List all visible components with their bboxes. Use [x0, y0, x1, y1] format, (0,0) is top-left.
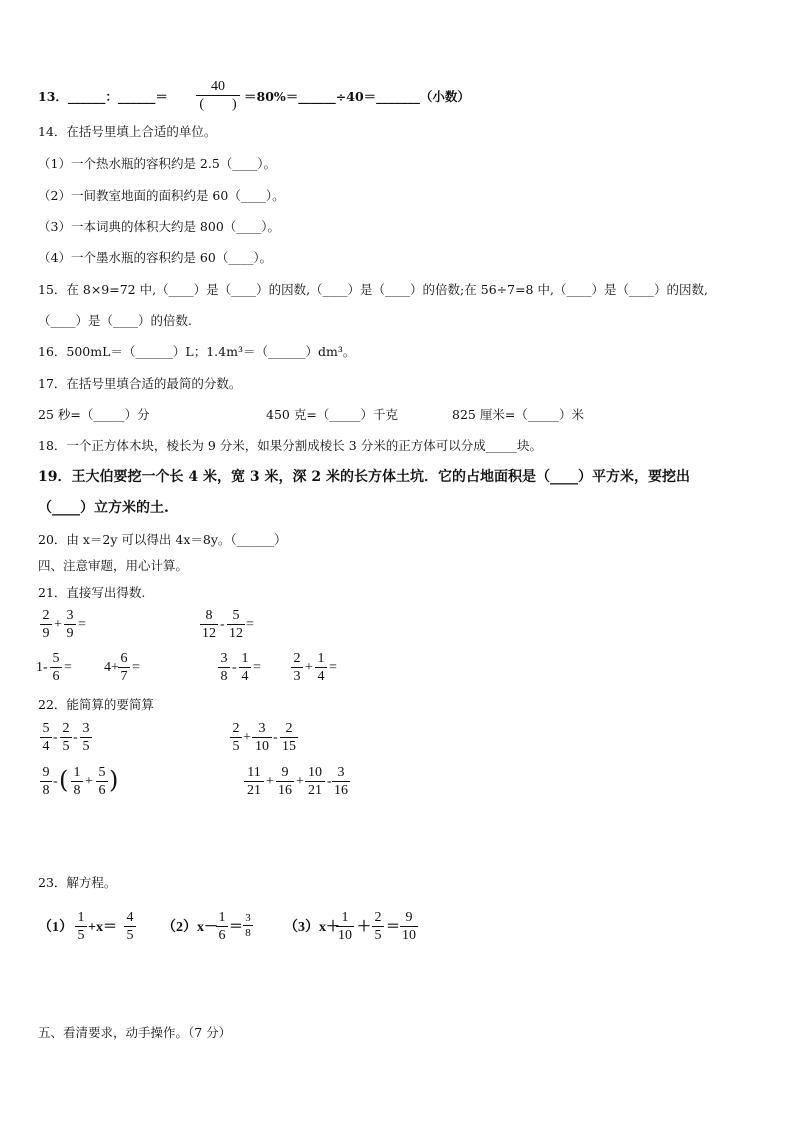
q17-item-3: 825 厘米=（_____）米 — [452, 407, 585, 422]
q17-title: 17．在括号里填合适的最简的分数。 — [38, 376, 242, 391]
lead-term: 1- — [36, 660, 48, 675]
numerator: 10 — [308, 765, 322, 780]
fraction — [230, 720, 242, 755]
numerator: 6 — [120, 651, 128, 666]
numerator: 2 — [232, 721, 240, 736]
fraction — [276, 764, 294, 799]
denominator: 5 — [62, 739, 70, 754]
denominator: 6 — [52, 669, 60, 684]
operator: - — [73, 730, 78, 745]
fraction — [372, 909, 384, 944]
denominator: 6 — [218, 928, 226, 943]
numerator: 1 — [317, 651, 325, 666]
equation-label: （1） — [38, 920, 73, 935]
denominator: 4 — [42, 739, 50, 754]
fraction — [315, 650, 327, 685]
denominator: 5 — [232, 739, 240, 754]
operator: - — [53, 774, 58, 789]
denominator: 6 — [98, 783, 106, 798]
denominator: 16 — [334, 783, 348, 798]
numerator: 1 — [77, 910, 85, 925]
numerator: 3 — [220, 651, 228, 666]
equals: = — [78, 617, 86, 632]
fraction — [60, 720, 72, 755]
operator: - — [232, 660, 237, 675]
numerator: 5 — [98, 765, 106, 780]
section-4-title: 四、注意审题，用心计算。 — [38, 558, 189, 573]
numerator: 5 — [52, 651, 60, 666]
operator: + — [85, 774, 93, 789]
denominator: 8 — [220, 669, 228, 684]
numerator: 5 — [42, 721, 50, 736]
q15-line-1: 15．在 8×9=72 中,（____）是（____）的因数,（____）是（____）的倍数;在 56÷7=8 中,（____）是（____）的因数, — [38, 282, 708, 297]
q17-item-2: 450 克=（_____）千克 — [266, 407, 399, 422]
numerator: 3 — [66, 608, 74, 623]
section-5-title: 五、看清要求，动手操作。（7 分） — [38, 1025, 232, 1040]
numerator: 2 — [62, 721, 70, 736]
fraction — [50, 650, 62, 685]
denominator: 8 — [42, 783, 50, 798]
q22-title: 22．能简算的要简算 — [38, 697, 154, 712]
denominator: 7 — [120, 669, 128, 684]
denominator: 15 — [282, 739, 296, 754]
denominator: 9 — [66, 626, 74, 641]
numerator: 2 — [285, 721, 293, 736]
numerator: 3 — [82, 721, 90, 736]
fraction — [40, 720, 52, 755]
operator: + — [266, 774, 274, 789]
denominator: 10 — [255, 739, 269, 754]
q21-title: 21．直接写出得数. — [38, 585, 146, 600]
fraction — [244, 764, 264, 799]
denominator: 12 — [229, 626, 243, 641]
fraction — [40, 764, 52, 799]
denominator: 10 — [402, 928, 416, 943]
equation-label: （3）x＋ — [284, 920, 340, 935]
fraction — [252, 720, 272, 755]
fraction — [332, 764, 350, 799]
fraction — [243, 911, 253, 940]
q13-numerator: 40 — [211, 79, 225, 94]
numerator: 2 — [293, 651, 301, 666]
numerator: 4 — [126, 910, 134, 925]
operator: + — [54, 617, 62, 632]
operator: - — [220, 617, 225, 632]
denominator: 3 — [293, 669, 301, 684]
q20-text: 20．由 x＝2y 可以得出 4x＝8y。（______） — [38, 532, 287, 547]
numerator: 9 — [42, 765, 50, 780]
numerator: 2 — [374, 910, 382, 925]
numerator: 11 — [247, 765, 261, 780]
equation-middle: ＝ — [229, 920, 243, 935]
numerator: 3 — [337, 765, 345, 780]
numerator: 1 — [241, 651, 249, 666]
denominator: 5 — [82, 739, 90, 754]
equation-middle: ＋ — [357, 920, 371, 935]
numerator: 9 — [281, 765, 289, 780]
denominator: 9 — [42, 626, 50, 641]
equals: = — [253, 660, 261, 675]
numerator: 3 — [245, 912, 251, 924]
q14-item-3: （3）一本词典的体积大约是 800（____）。 — [38, 219, 281, 234]
denominator: 10 — [338, 928, 352, 943]
fraction — [218, 650, 230, 685]
q14-item-1: （1）一个热水瓶的容积约是 2.5（____）。 — [38, 156, 277, 171]
numerator: 5 — [232, 608, 240, 623]
equals: = — [329, 660, 337, 675]
denominator: 8 — [245, 927, 251, 939]
q14-item-4: （4）一个墨水瓶的容积约是 60（____）。 — [38, 250, 273, 265]
equals: = — [246, 617, 254, 632]
denominator: 5 — [126, 928, 134, 943]
q14-title: 14．在括号里填上合适的单位。 — [38, 124, 217, 139]
fraction — [280, 720, 298, 755]
denominator: 5 — [77, 928, 85, 943]
q16-text: 16．500mL＝（______）L；1.4m³＝（______）dm³。 — [38, 344, 356, 359]
q18-text: 18．一个正方体木块，棱长为 9 分米，如果分割成棱长 3 分米的正方体可以分成_____块。 — [38, 438, 542, 453]
operator: - — [327, 774, 332, 789]
operator: + — [296, 774, 304, 789]
operator: + — [305, 660, 313, 675]
operator: - — [53, 730, 58, 745]
q13-prefix: 13．______：______＝ — [38, 89, 168, 104]
numerator: 1 — [341, 910, 349, 925]
equals: = — [132, 660, 140, 675]
fraction — [305, 764, 325, 799]
q19-line-2: （____）立方米的土. — [38, 500, 169, 516]
numerator: 9 — [405, 910, 413, 925]
numerator: 3 — [258, 721, 266, 736]
fraction — [96, 764, 108, 799]
q19-line-1: 19．王大伯要挖一个长 4 米，宽 3 米，深 2 米的长方体土坑．它的占地面积是（____）平方米，要挖出 — [38, 469, 690, 485]
left-paren: ( — [59, 766, 69, 794]
lead-term: 4+ — [104, 660, 119, 675]
denominator: 4 — [317, 669, 325, 684]
fraction — [200, 607, 218, 642]
denominator: 16 — [278, 783, 292, 798]
fraction — [80, 720, 92, 755]
fraction — [227, 607, 245, 642]
equals: = — [64, 660, 72, 675]
right-paren: ) — [109, 766, 119, 794]
numerator: 1 — [218, 910, 226, 925]
fraction — [400, 909, 418, 944]
q23-title: 23．解方程。 — [38, 875, 117, 890]
denominator: 21 — [247, 783, 261, 798]
q15-line-2: （____）是（____）的倍数. — [38, 313, 192, 328]
equation-label: （2）x－ — [162, 920, 218, 935]
numerator: 8 — [205, 608, 213, 623]
q14-item-2: （2）一间教室地面的面积约是 60（____）。 — [38, 188, 285, 203]
q13-suffix: ＝80%＝______÷40＝_______（小数） — [244, 89, 470, 104]
denominator: 12 — [202, 626, 216, 641]
fraction — [40, 607, 52, 642]
equation-equals: ＝ — [386, 920, 400, 935]
equation-middle: +x＝ — [88, 920, 117, 935]
fraction — [216, 909, 228, 944]
denominator: 5 — [374, 928, 382, 943]
numerator: 2 — [42, 608, 50, 623]
denominator: 8 — [73, 783, 81, 798]
q13-denominator: ( ) — [199, 97, 237, 112]
q13-fraction — [196, 78, 240, 113]
fraction — [124, 909, 136, 944]
operator: - — [273, 730, 278, 745]
numerator: 1 — [73, 765, 81, 780]
operator: + — [243, 730, 251, 745]
fraction — [118, 650, 130, 685]
fraction — [239, 650, 251, 685]
fraction — [71, 764, 83, 799]
fraction — [291, 650, 303, 685]
fraction — [64, 607, 76, 642]
denominator: 4 — [241, 669, 249, 684]
fraction — [75, 909, 87, 944]
fraction — [336, 909, 354, 944]
denominator: 21 — [308, 783, 322, 798]
q17-item-1: 25 秒=（_____）分 — [38, 407, 150, 422]
